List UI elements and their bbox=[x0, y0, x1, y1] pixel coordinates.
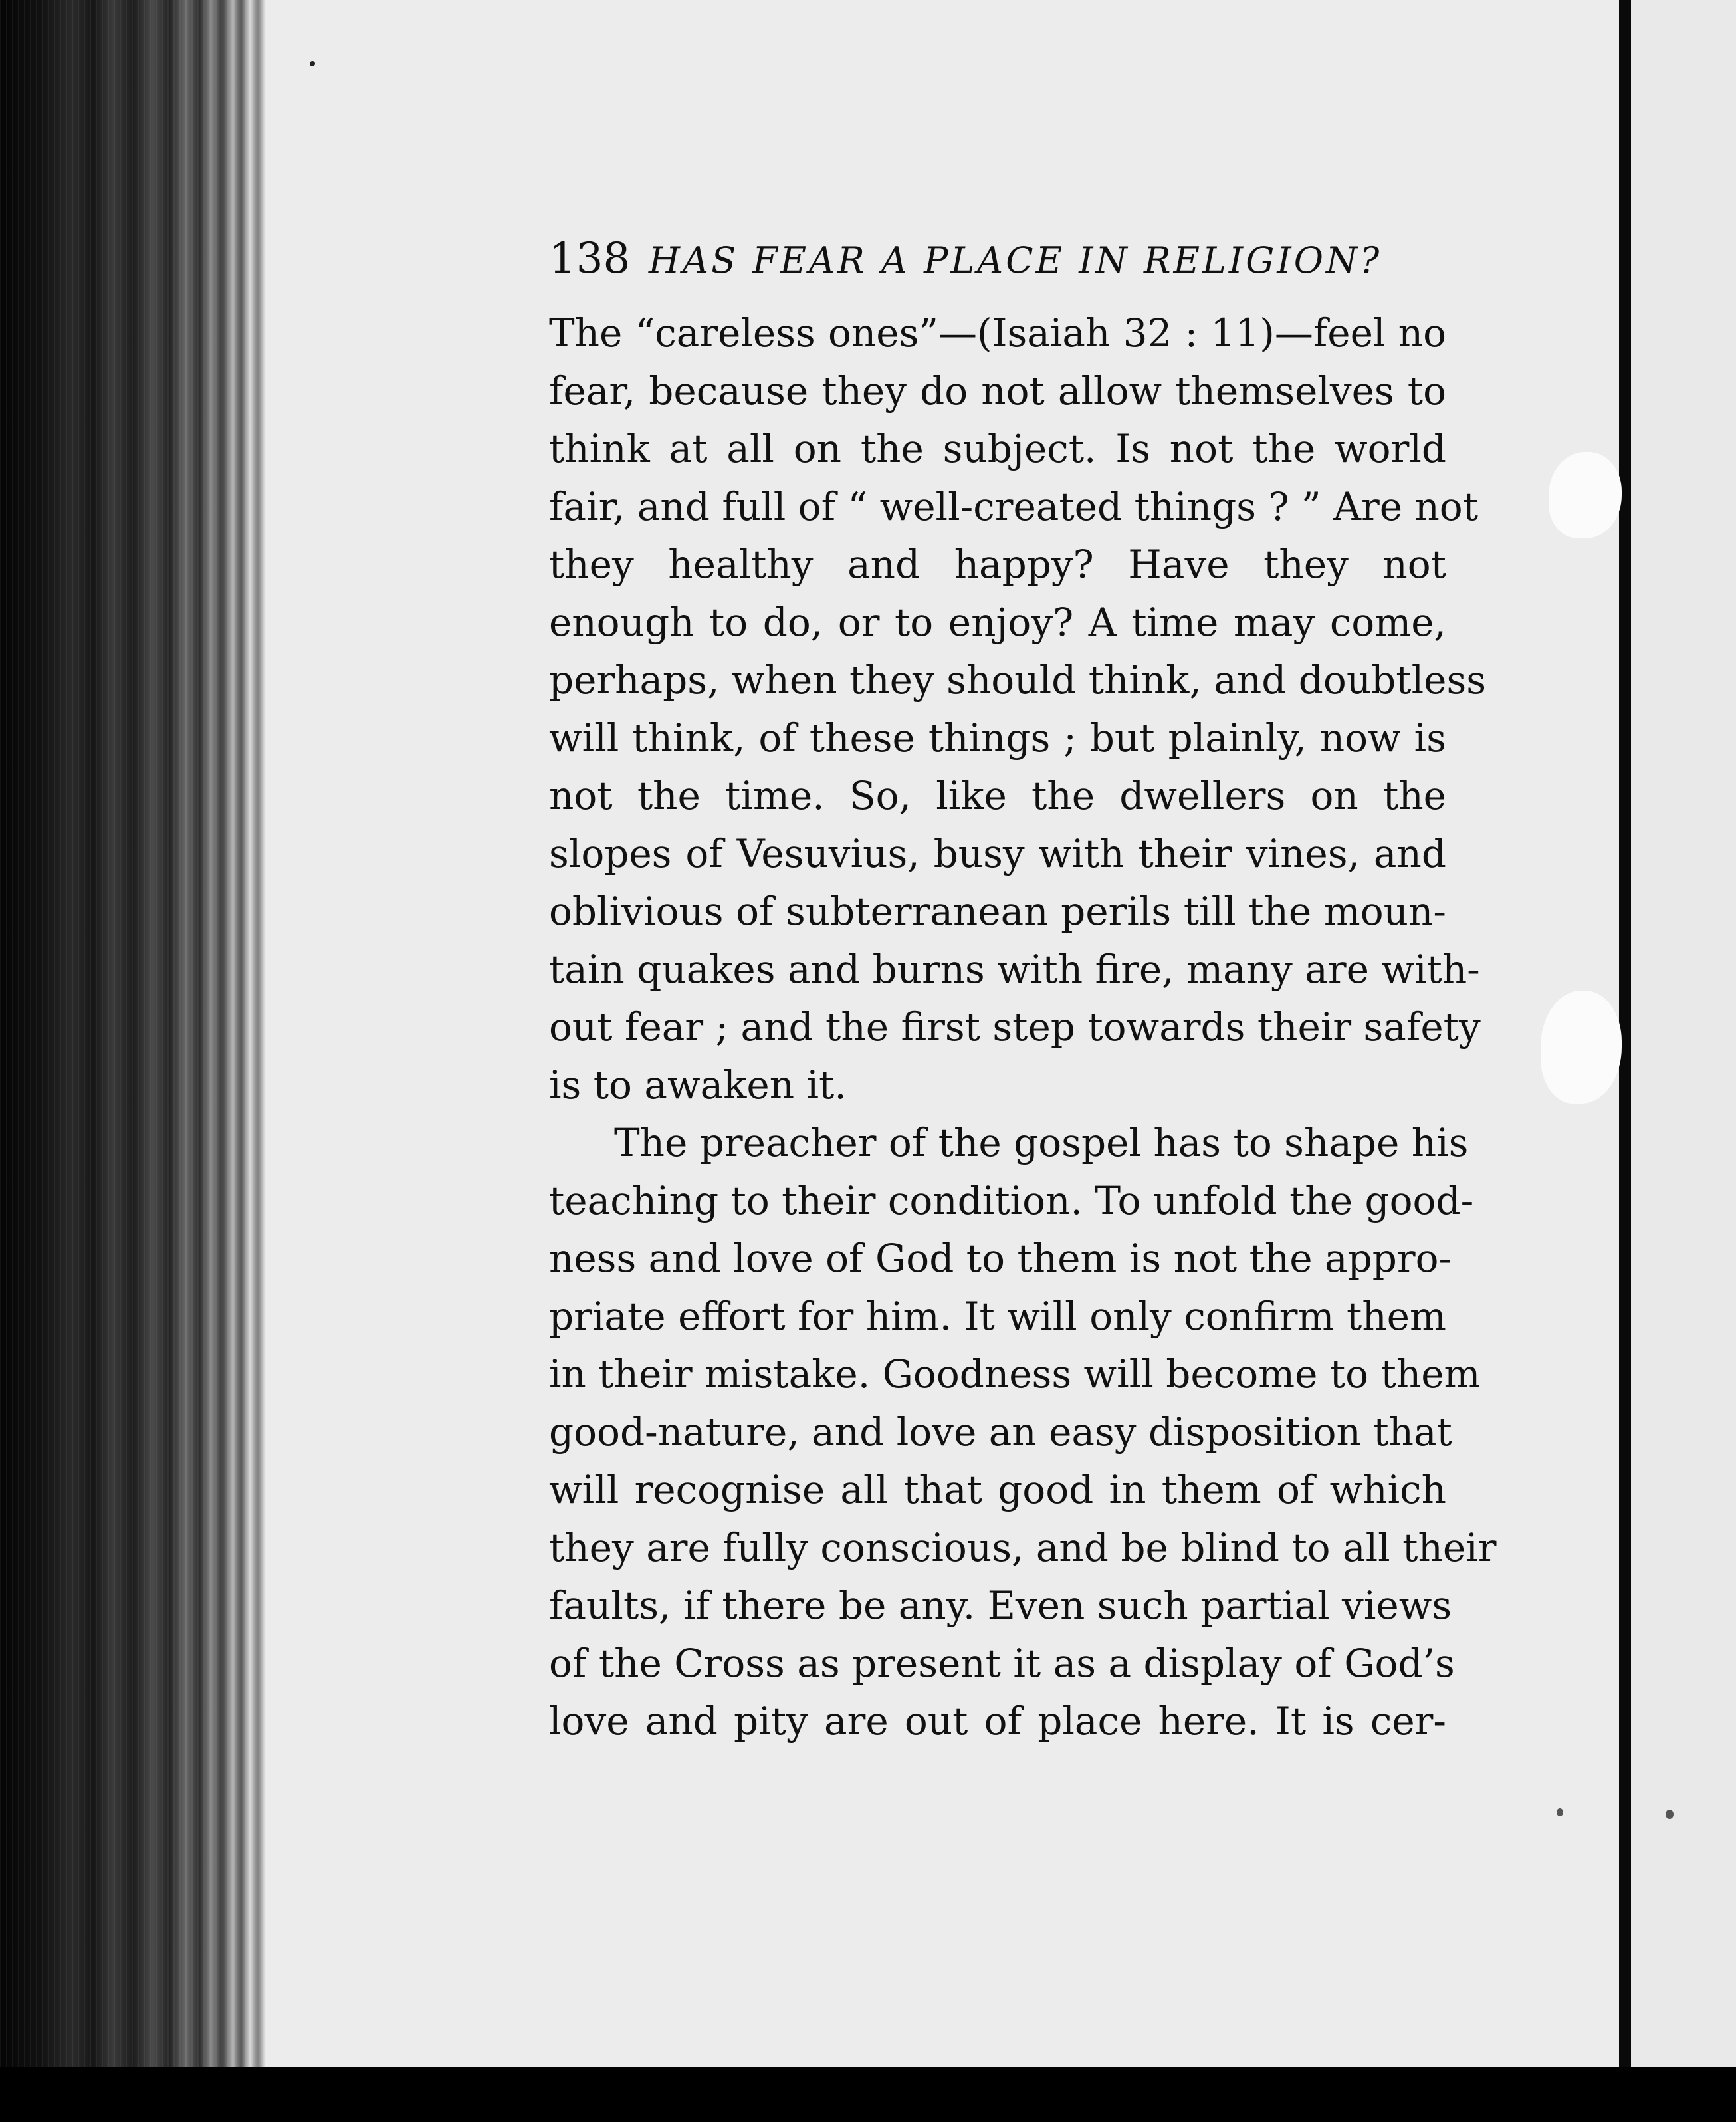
text-line: The preacher of the gospel has to shape his bbox=[614, 1120, 1469, 1165]
text-line: faults, if there be any. Even such partial views bbox=[549, 1583, 1452, 1628]
adjacent-page-sliver bbox=[1631, 0, 1736, 2067]
text-line: slopes of Vesuvius, busy with their vines, and bbox=[549, 831, 1446, 876]
running-title: HAS FEAR A PLACE IN RELIGION? bbox=[649, 239, 1382, 281]
text-line: priate effort for him. It will only confirm them bbox=[549, 1294, 1446, 1339]
body-text bbox=[549, 304, 1497, 1750]
text-line: will think, of these things ; but plainly, now is bbox=[549, 715, 1446, 761]
text-line: fear, because they do not allow themselves to bbox=[549, 368, 1446, 413]
running-header bbox=[549, 234, 1382, 283]
text-line: love and pity are out of place here. It is cer- bbox=[549, 1699, 1446, 1744]
text-line: ness and love of God to them is not the appro- bbox=[549, 1236, 1452, 1281]
scan-speck bbox=[1557, 1808, 1563, 1816]
text-line: out fear ; and the first step towards their safety bbox=[549, 1004, 1481, 1050]
text-line: enough to do, or to enjoy? A time may come, bbox=[549, 600, 1446, 645]
scan-speck bbox=[1666, 1810, 1674, 1819]
paragraph bbox=[549, 1114, 1497, 1750]
text-line: tain quakes and burns with fire, many are with- bbox=[549, 947, 1480, 992]
text-line: think at all on the subject. Is not the world bbox=[549, 426, 1446, 471]
page-number: 138 bbox=[549, 234, 631, 283]
text-line: of the Cross as present it as a display of God’s bbox=[549, 1641, 1455, 1686]
text-line: good-nature, and love an easy disposition that bbox=[549, 1409, 1452, 1455]
scan-speck bbox=[310, 61, 315, 66]
scan-bottom-border bbox=[0, 2067, 1736, 2122]
page-hole-mark bbox=[1549, 452, 1622, 538]
page-edge-lines bbox=[0, 0, 279, 2122]
text-line: will recognise all that good in them of which bbox=[549, 1467, 1446, 1512]
text-line: they are fully conscious, and be blind to all their bbox=[549, 1525, 1497, 1570]
text-line: not the time. So, like the dwellers on the bbox=[549, 773, 1446, 818]
text-line: teaching to their condition. To unfold the good- bbox=[549, 1178, 1474, 1223]
text-line: they healthy and happy? Have they not bbox=[549, 542, 1446, 587]
text-line: The “careless ones”—(Isaiah 32 : 11)—feel no bbox=[549, 310, 1446, 356]
text-line: is to awaken it. bbox=[549, 1062, 847, 1108]
text-line: in their mistake. Goodness will become to them bbox=[549, 1352, 1481, 1397]
paragraph bbox=[549, 304, 1487, 1114]
page-hole-mark bbox=[1541, 991, 1622, 1104]
text-line: fair, and full of “ well-created things ? ” Are not bbox=[549, 484, 1479, 529]
text-line: perhaps, when they should think, and doubtless bbox=[549, 657, 1487, 703]
text-line: oblivious of subterranean perils till the moun- bbox=[549, 889, 1446, 934]
